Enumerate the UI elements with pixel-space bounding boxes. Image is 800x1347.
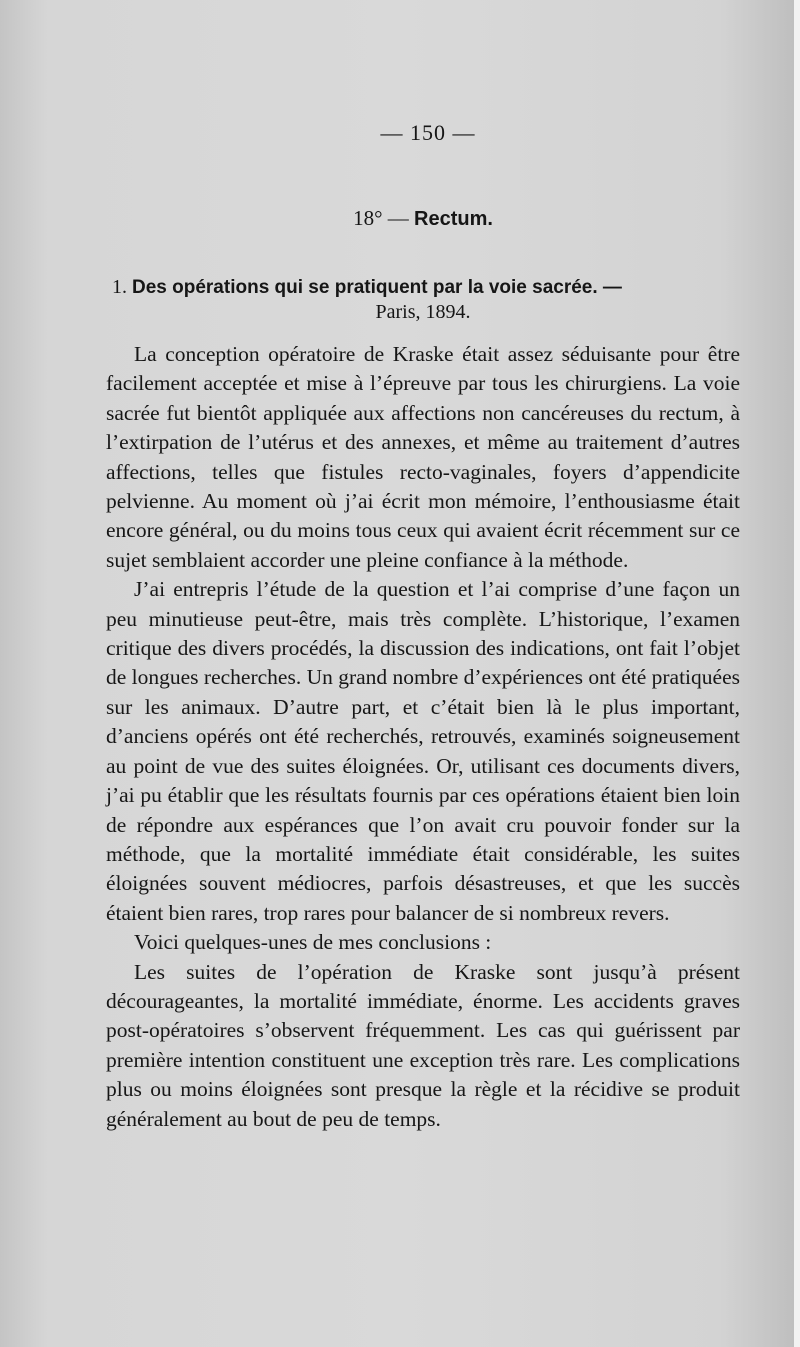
item-number: 1. (112, 276, 127, 298)
item-subtitle: Paris, 1894. (375, 301, 471, 323)
paragraph: Les suites de l’opération de Kraske sont jusqu’à présent décourageantes, la mortalité immédiate, énorme. Les accidents graves post-opératoires s’observent fréquemment. Les cas qui guérissent par première intention constituent une exception très rare. Les complications plus ou moins éloignées sont presque la règle et la récidive se produit généralement au bout de peu de temps. (106, 959, 740, 1131)
paragraph: J’ai entrepris l’étude de la question et l’ai comprise d’une façon un peu minutieuse peut-être, mais très complète. L’historique, l’examen critique des divers procédés, la discussion des indications, ont fait l’objet de longues recherches. Un grand nombre d’expériences ont été pratiquées sur les animaux. D’autre part, et c’était bien là le plus important, d’anciens opérés ont été recherchés, retrouvés, examinés soigneusement au point de vue des suites éloignées. Or, utilisant ces documents divers, j’ai pu établir que les résultats fournis par ces opérations étaient bien loin de répondre aux espérances que l’on avait cru pouvoir fonder sur la méthode, que la mortalité immédiate était considérable, les suites éloignées souvent médiocres, parfois désastreuses, et que les succès étaient bien rares, trop rares pour balancer de si nombreux revers. (106, 577, 740, 925)
page-content (106, 120, 740, 1134)
paragraph: La conception opératoire de Kraske était assez séduisante pour être facilement acceptée et mise à l’épreuve par tous les chirurgiens. La voie sacrée fut bientôt appliquée aux affections non cancéreuses du rectum, à l’extirpation de l’utérus et des annexes, et même au traitement d’autres affections, telles que fistules recto-vaginales, foyers d’appendicite pelvienne. Au moment où j’ai écrit mon mémoire, l’enthousiasme était encore général, ou du moins tous ceux qui avaient écrit récemment sur ce sujet semblaient accorder une pleine confiance à la méthode. (106, 342, 740, 572)
item-title: Des opérations qui se pratiquent par la voie sacrée. — (132, 277, 622, 298)
paragraph: Voici quelques-unes de mes conclusions : (134, 930, 492, 955)
item-heading (106, 276, 740, 299)
page-number: — 150 — (380, 120, 476, 145)
page-edge (794, 0, 800, 1347)
section-title (106, 206, 740, 231)
body-text (106, 340, 740, 1134)
section-number: 18° — (353, 206, 414, 230)
section-name: Rectum. (414, 208, 493, 230)
